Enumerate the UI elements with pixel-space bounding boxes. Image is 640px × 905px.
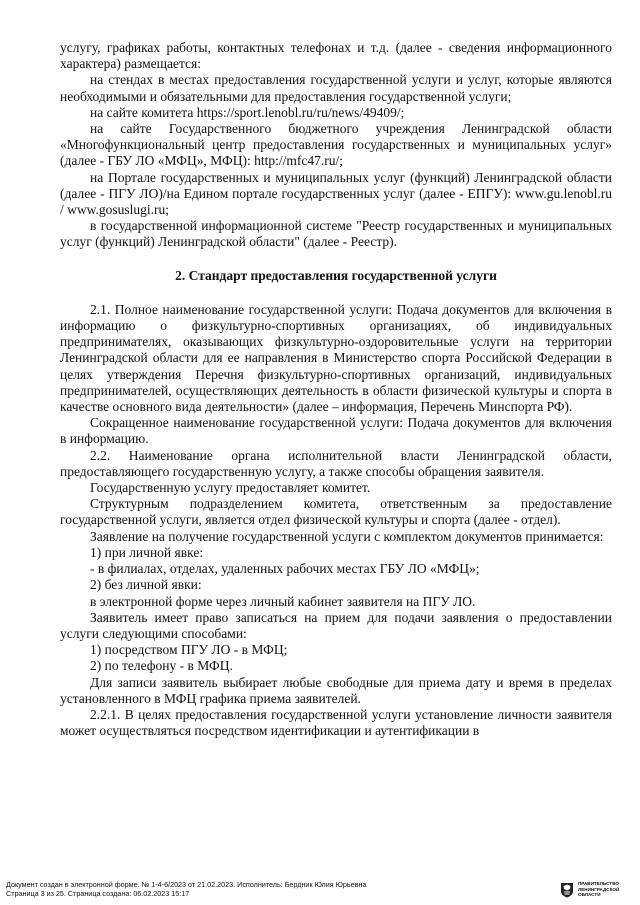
footer-meta [6, 880, 366, 898]
paragraph: в государственной информационной системе "Реестр государственных и муниципальных услуг (функций) Ленинградской области" (далее - Реестр). [60, 218, 612, 250]
paragraph: 2) без личной явки: [90, 577, 202, 593]
paragraph: на Портале государственных и муниципальных услуг (функций) Ленинградской области (далее - ПГУ ЛО)/на Едином портале государственных услуг (далее - ЕПГУ): www.gu.lenobl.ru / www.gosuslugi.ru; [60, 169, 612, 218]
paragraph: Для записи заявитель выбирает любые свободные для приема дату и время в пределах установленного в МФЦ графика приема заявителей. [60, 674, 612, 706]
paragraph: 2.2. Наименование органа исполнительной власти Ленинградской области, предоставляющего государственную услугу, а также способы обращения заявителя. [60, 447, 612, 479]
section-heading: 2. Стандарт предоставления государственной услуги [175, 267, 497, 283]
paragraph: на стендах в местах предоставления государственной услуги и услуг, которые являются необходимыми и обязательными для предоставления государственной услуги; [60, 72, 612, 104]
document-page [60, 40, 612, 739]
paragraph: в электронной форме через личный кабинет заявителя на ПГУ ЛО. [90, 593, 476, 609]
government-logo-text: ПРАВИТЕЛЬСТВО ЛЕНИНГРАДСКОЙ ОБЛАСТИ [578, 881, 620, 898]
paragraph: 2.1. Полное наименование государственной услуги: Подача документов для включения в информацию о физкультурно-спортивных организациях, об индивидуальных предпринимателях, оказывающих физкультурно-оздоровительные услуги на территории Ленинградской области для ее направления в Министерство спорта Российской Федерации в целях утверждения Перечня физкультурно-спортивных организаций, индивидуальных предпринимателей, осуществляющих деятельность в области физической культуры и спорта в качестве основного вида деятельности» (далее – информация, Перечень Минспорта РФ). [60, 301, 612, 415]
footer-page-info: Страница 3 из 25. Страница создана: 06.02.2023 15:17 [6, 889, 190, 898]
paragraph: Заявление на получение государственной услуги с комплектом документов принимается: [90, 528, 604, 544]
paragraph: Сокращенное наименование государственной услуги: Подача документов для включения в информацию. [60, 415, 612, 447]
paragraph: Заявитель имеет право записаться на прием для подачи заявления о предоставлении услуги следующими способами: [60, 609, 612, 641]
paragraph: 1) посредством ПГУ ЛО - в МФЦ; [90, 642, 288, 658]
paragraph: услугу, графиках работы, контактных телефонах и т.д. (далее - сведения информационного характера) размещается: [60, 40, 612, 72]
paragraph: Государственную услугу предоставляет комитет. [90, 480, 371, 496]
paragraphs-top [60, 40, 612, 251]
paragraph: на сайте Государственного бюджетного учреждения Ленинградской области «Многофункциональный центр предоставления государственных и муниципальных услуг» (далее - ГБУ ЛО «МФЦ», МФЦ): http://mfc47.ru/; [60, 121, 612, 169]
paragraph: - в филиалах, отделах, удаленных рабочих местах ГБУ ЛО «МФЦ»; [90, 561, 480, 577]
page-footer [6, 879, 634, 901]
paragraph: 2.2.1. В целях предоставления государственной услуги установление личности заявителя может осуществляться посредством идентификации и аутентификации в [60, 706, 612, 739]
paragraph: Структурным подразделением комитета, ответственным за предоставление государственной услуги, является отдел физической культуры и спорта (далее - отдел). [60, 496, 612, 528]
government-logo [560, 879, 634, 901]
paragraph: на сайте комитета https://sport.lenobl.ru/ru/news/49409/; [90, 104, 405, 120]
footer-doc-info: Документ создан в электронной форме. № 1-4-6/2023 от 21.02.2023. Исполнитель: Бердник Юлия Юрьевна [6, 880, 367, 889]
paragraph: 1) при личной явке: [90, 544, 204, 560]
paragraph: 2) по телефону - в МФЦ. [90, 658, 233, 674]
coat-of-arms-icon [560, 882, 574, 898]
paragraphs-bottom [60, 302, 612, 739]
